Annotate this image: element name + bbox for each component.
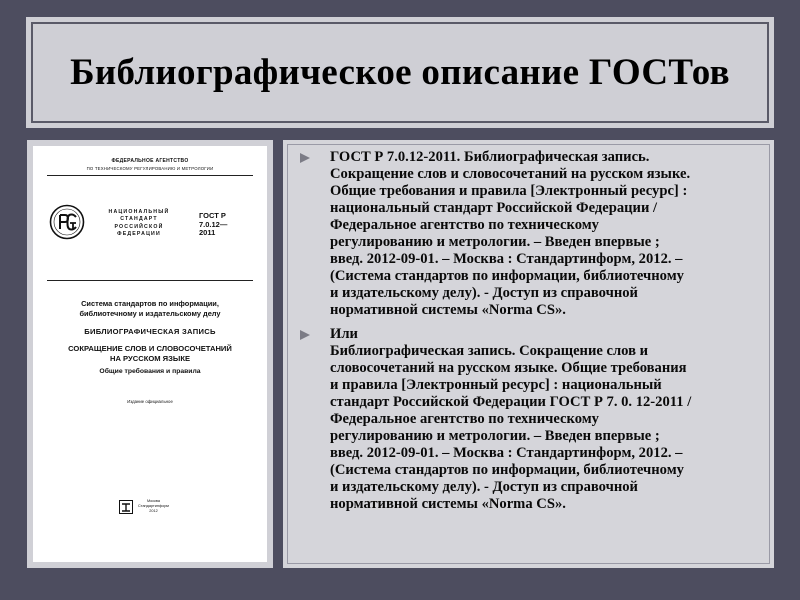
citation-line: (Система стандартов по информации, библиотечному: [330, 268, 684, 284]
cover-system-line: Система стандартов по информации,: [81, 299, 219, 308]
cover-divider-middle: [47, 280, 253, 281]
citation-line: Общие требования и правила [Электронный ресурс] :: [330, 183, 688, 199]
cover-agency-line2: ПО ТЕХНИЧЕСКОМУ РЕГУЛИРОВАНИЮ И МЕТРОЛОГИИ: [86, 166, 214, 171]
citation-line: нормативной системы «Norma CS».: [330, 302, 566, 318]
cover-divider-top: [47, 175, 253, 176]
cover-record-heading: БИБЛИОГРАФИЧЕСКАЯ ЗАПИСЬ: [84, 327, 216, 336]
publisher-logo-icon: [119, 500, 133, 514]
cover-national-line: ФЕДЕРАЦИИ: [117, 231, 161, 238]
triangle-bullet-icon: [300, 330, 310, 340]
cover-requirements: Общие требования и правила: [99, 368, 201, 375]
rst-logo-icon: [49, 204, 85, 240]
citation-line: словосочетаний на русском языке. Общие требования: [330, 360, 687, 376]
cover-national-line: РОССИЙСКОЙ: [114, 223, 164, 230]
title-inner-frame: [31, 22, 769, 123]
cover-national-line: СТАНДАРТ: [120, 216, 158, 223]
cover-publisher: [138, 499, 169, 514]
cover-gost-line: ГОСТ Р: [199, 211, 226, 220]
citation-line: (Система стандартов по информации, библиотечному: [330, 462, 684, 478]
cover-publisher-line: Москва: [146, 499, 160, 503]
document-cover-frame: [27, 140, 273, 568]
slide-title: Библиографическое описание ГОСТов: [70, 52, 730, 93]
citation-line: введ. 2012-09-01. – Москва : Стандартинформ, 2012. –: [330, 445, 683, 461]
citation-line: и издательскому делу). - Доступ из справочной: [330, 479, 638, 495]
cover-agency-line1: ФЕДЕРАЛЬНОЕ АГЕНТСТВО: [111, 158, 189, 164]
citation-panel: [283, 140, 774, 568]
citation-line: стандарт Российской Федерации ГОСТ Р 7. 0. 12-2011 /: [330, 394, 692, 410]
cover-publisher-line: 2012: [149, 509, 158, 513]
citation-line: нормативной системы «Norma CS».: [330, 496, 566, 512]
cover-gost-line: 2011: [199, 228, 216, 238]
cover-gost-line: 7.0.12—: [199, 219, 228, 229]
citation-line: Федеральное агентство по техническому: [330, 411, 599, 427]
citation-line: регулированию и метрологии. – Введен впервые ;: [330, 234, 660, 250]
citation-line: и издательскому делу). - Доступ из справочной: [330, 285, 638, 301]
citation-panel-inner: [287, 144, 770, 564]
citation-entry-1: [294, 149, 761, 319]
triangle-bullet-icon: [300, 153, 310, 163]
citation-line: Сокращение слов и словосочетаний на русском языке.: [330, 166, 691, 182]
cover-publisher-line: Стандартинформ: [138, 504, 169, 508]
cover-subtitle: [33, 344, 267, 364]
cover-national-line: НАЦИОНАЛЬНЫЙ: [108, 209, 170, 215]
cover-national-standard: [91, 209, 187, 239]
citation-line: регулированию и метрологии. – Введен впервые ;: [330, 428, 660, 444]
citation-line: Федеральное агентство по техническому: [330, 217, 599, 233]
cover-system-title: [33, 299, 267, 318]
title-banner: [26, 17, 774, 128]
citation-line: Или: [330, 326, 358, 342]
cover-subtitle-line: СОКРАЩЕНИЕ СЛОВ И СЛОВОСОЧЕТАНИЙ: [68, 344, 232, 353]
citation-line: Библиографическая запись. Сокращение слов и: [330, 343, 649, 359]
citation-line: ГОСТ Р 7.0.12-2011. Библиографическая запись.: [330, 149, 650, 165]
document-cover-page: [33, 146, 267, 562]
cover-gost-number: [199, 212, 259, 238]
citation-line: и правила [Электронный ресурс] : национальный: [330, 377, 662, 393]
citation-line: национальный стандарт Российской Федерации /: [330, 200, 658, 216]
cover-system-line: библиотечному и издательскому делу: [79, 308, 221, 318]
cover-official-edition: Издание официальное: [127, 399, 173, 404]
citation-line: введ. 2012-09-01. – Москва : Стандартинформ, 2012. –: [330, 251, 683, 267]
cover-subtitle-line: НА РУССКОМ ЯЗЫКЕ: [109, 354, 191, 364]
citation-list: [294, 149, 761, 513]
citation-entry-2: [294, 326, 761, 513]
